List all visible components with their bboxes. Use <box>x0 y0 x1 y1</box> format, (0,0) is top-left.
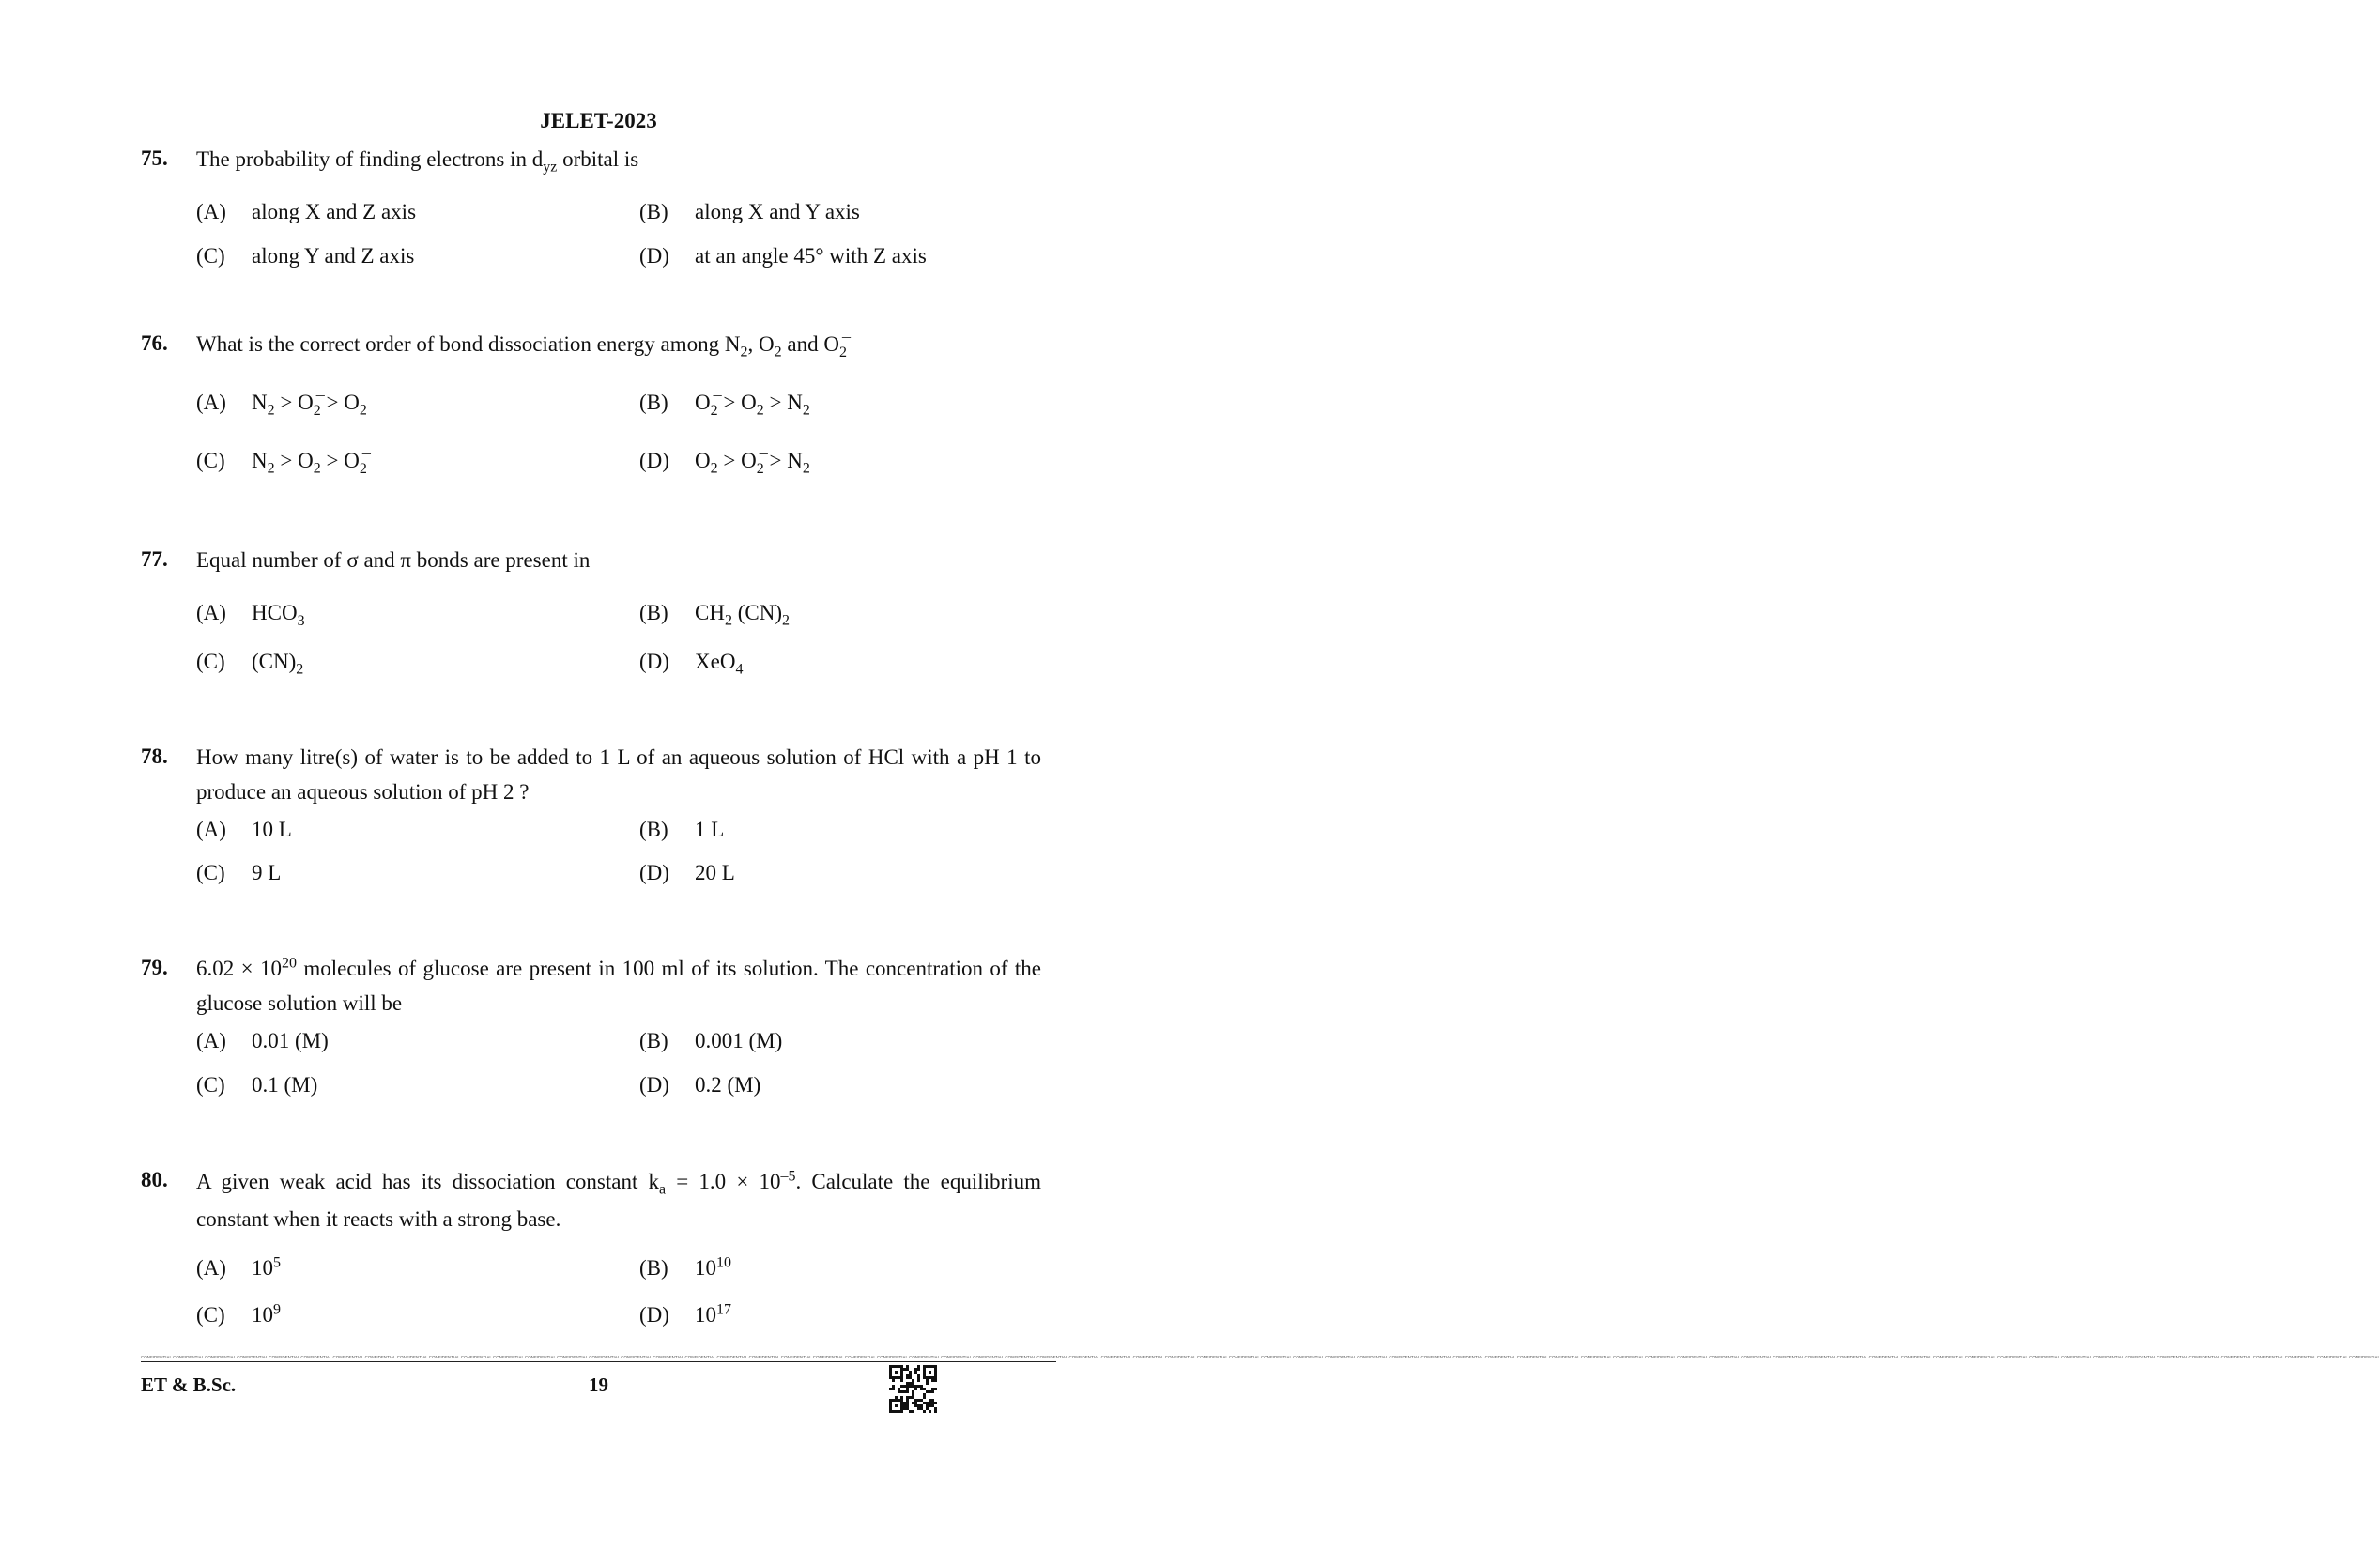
question-80-option-a[interactable]: (A) $10^5$ <box>196 1254 281 1280</box>
page-number: 19 <box>589 1374 608 1396</box>
question-79-number: 79. <box>141 956 168 979</box>
question-75-option-d[interactable]: (D) at an angle 45° with Z axis <box>639 244 927 268</box>
question-78-text: How many litre(s) of water is to be added to 1 L of an aqueous solution of HCl with a pH 1 to produce an aqueous solution of pH 2 ? <box>196 745 1041 804</box>
question-78-option-a[interactable]: (A) 10 L <box>196 818 292 841</box>
question-79-option-d[interactable]: (D) 0.2 (M) <box>639 1073 761 1097</box>
question-75-text: The probability of finding electrons in $d_{yz}$ orbital is <box>196 147 639 176</box>
question-75-option-b[interactable]: (B) along X and Y axis <box>639 200 860 223</box>
question-79-option-b[interactable]: (B) 0.001 (M) <box>639 1029 783 1052</box>
confidential-watermark-line: CONFIDENTIAL CONFIDENTIAL CONFIDENTIAL CONFIDENTIAL CONFIDENTIAL CONFIDENTIAL CONFIDENTIAL CONFIDENTIAL CONFIDENTIAL CONFIDENTIAL CONFIDENTIAL CONFIDENTIAL CONFIDENTIAL CONFIDENTIAL CONFIDENTIAL CONFIDENTIAL CONFIDENTIAL CONFIDENTIAL CONFIDENTIAL CONFIDENTIAL CONFIDENTIAL CONFIDENTIAL CONFIDENTIAL CONFIDENTIAL CONFIDENTIAL CONFIDENTIAL CONFIDENTIAL CONFIDENTIAL CONFIDENTIAL CONFIDENTIAL CONFIDENTIAL CONFIDENTIAL CONFIDENTIAL CONFIDENTIAL CONFIDENTIAL CONFIDENTIAL CONFIDENTIAL CONFIDENTIAL CONFIDENTIAL CONFIDENTIAL CONFIDENTIAL CONFIDENTIAL CONFIDENTIAL CONFIDENTIAL CONFIDENTIAL CONFIDENTIAL CONFIDENTIAL CONFIDENTIAL CONFIDENTIAL CONFIDENTIAL CONFIDENTIAL CONFIDENTIAL CONFIDENTIAL CONFIDENTIAL CONFIDENTIAL CONFIDENTIAL CONFIDENTIAL CONFIDENTIAL CONFIDENTIAL CONFIDENTIAL CONFIDENTIAL CONFIDENTIAL CONFIDENTIAL CONFIDENTIAL CONFIDENTIAL CONFIDENTIAL CONFIDENTIAL CONFIDENTIAL CONFIDENTIAL CONFIDENTIAL <box>141 1355 1056 1362</box>
question-80-option-d[interactable]: (D) $10^{17}$ <box>639 1301 731 1327</box>
question-80-number: 80. <box>141 1168 168 1191</box>
question-76-text: What is the correct order of bond dissociation energy among $N_2$, $O_2$ and $O_2$ <box>196 332 847 361</box>
question-77-option-d[interactable]: (D) XeO$_4$ <box>639 650 744 678</box>
question-77-option-a[interactable]: (A) $HCO_3$ <box>196 601 305 629</box>
question-79-option-c[interactable]: (C) 0.1 (M) <box>196 1073 318 1097</box>
question-75-option-c[interactable]: (C) along Y and Z axis <box>196 244 415 268</box>
question-80-text: A given weak acid has its dissociation constant $k_a = 1.0 \times 10^{-5}$. Calculate the equilibrium constant when it reacts with a strong base. <box>196 1168 1041 1231</box>
question-76-number: 76. <box>141 331 168 355</box>
question-75-option-a[interactable]: (A) along X and Z axis <box>196 200 417 223</box>
question-76-option-c[interactable]: (C) $N_2 > O_2 > O_2$ <box>196 449 367 477</box>
question-77-text: Equal number of σ and π bonds are present in <box>196 548 591 572</box>
question-79-text: $6.02 \times 10^{20}$ molecules of glucose are present in 100 ml of its solution. The concentration of the glucose solution will be <box>196 955 1041 1015</box>
page-title: JELET-2023 <box>540 109 657 132</box>
footer-course-code: ET & B.Sc. <box>141 1374 237 1396</box>
question-78-option-b[interactable]: (B) 1 L <box>639 818 725 841</box>
question-78-option-d[interactable]: (D) 20 L <box>639 861 735 884</box>
question-77-option-c[interactable]: (C) $(CN)_2$ <box>196 650 304 678</box>
question-79-option-a[interactable]: (A) 0.01 (M) <box>196 1029 329 1052</box>
qr-code-icon <box>889 1365 937 1413</box>
question-78-number: 78. <box>141 744 168 768</box>
question-80-option-c[interactable]: (C) $10^9$ <box>196 1301 281 1327</box>
question-77-option-b[interactable]: (B) $CH_2$ $(CN)_2$ <box>639 601 790 629</box>
question-77-number: 77. <box>141 547 168 571</box>
question-76-option-d[interactable]: (D) $O_2 > O_2 > N_2$ <box>639 449 810 477</box>
question-76-option-a[interactable]: (A) $N_2 > O_2 > O_2$ <box>196 391 367 419</box>
question-78-option-c[interactable]: (C) 9 L <box>196 861 282 884</box>
question-75-number: 75. <box>141 146 168 170</box>
question-76-option-b[interactable]: (B) $O_2 > O_2 > N_2$ <box>639 391 810 419</box>
question-80-option-b[interactable]: (B) $10^{10}$ <box>639 1254 731 1280</box>
